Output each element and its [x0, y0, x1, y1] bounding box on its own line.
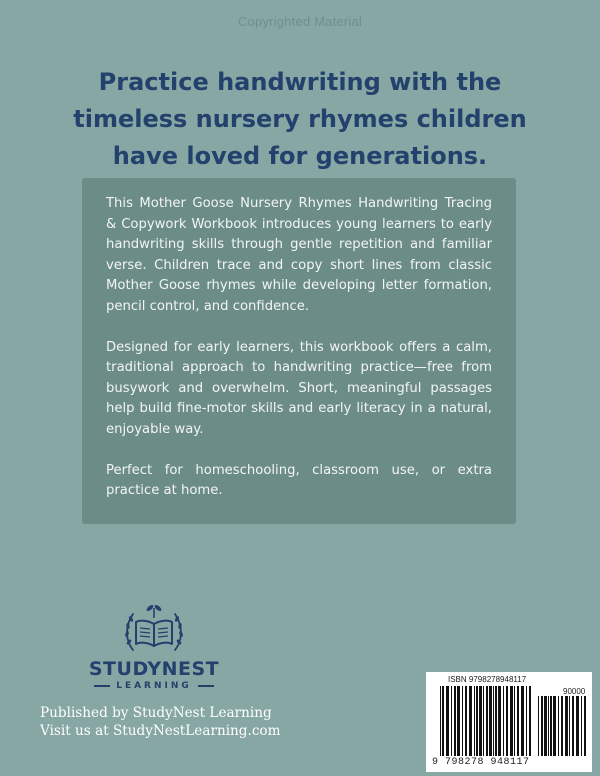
description-paragraph-2: Designed for early learners, this workbook offers a calm, traditional approach to handwriting practice—free from busywork and overwhelm. Short, meaningful passages help build fine-motor skills and early literacy in a natural, enjoyable way.: [106, 339, 492, 437]
publisher-logo: [88, 600, 220, 691]
publisher-line: Published by StudyNest Learning: [40, 705, 272, 721]
headline: Practice handwriting with the timeless nursery rhymes children have loved for generations.: [73, 68, 527, 170]
description-panel: [82, 178, 516, 524]
price-code: 90000: [563, 687, 586, 696]
subtitle-rule-right: [198, 685, 214, 687]
brand-subtitle: [88, 681, 220, 691]
brand-subtitle-text: LEARNING: [116, 681, 192, 691]
description-paragraph-3: Perfect for homeschooling, classroom use, or extra practice at home.: [106, 462, 492, 499]
brand-name: STUDYNEST: [88, 658, 220, 680]
subtitle-rule-left: [94, 685, 110, 687]
watermark: Copyrighted Material: [238, 14, 362, 29]
barcode-digits: 9 798278 948117: [432, 757, 530, 768]
isbn-label: ISBN 9798278948117: [448, 675, 527, 684]
isbn-barcode: [426, 672, 592, 772]
book-laurel-icon: [119, 600, 189, 656]
barcode-bars: [426, 684, 592, 758]
website-line: Visit us at StudyNestLearning.com: [40, 723, 281, 739]
description-paragraph-1: This Mother Goose Nursery Rhymes Handwriting Tracing & Copywork Workbook introduces young learners to early handwriting skills through gentle repetition and familiar verse. Children trace and copy short lines from classic Mother Goose rhymes while developing letter formation, pencil control, and confidence.: [106, 196, 492, 314]
publisher-info: [40, 704, 281, 740]
